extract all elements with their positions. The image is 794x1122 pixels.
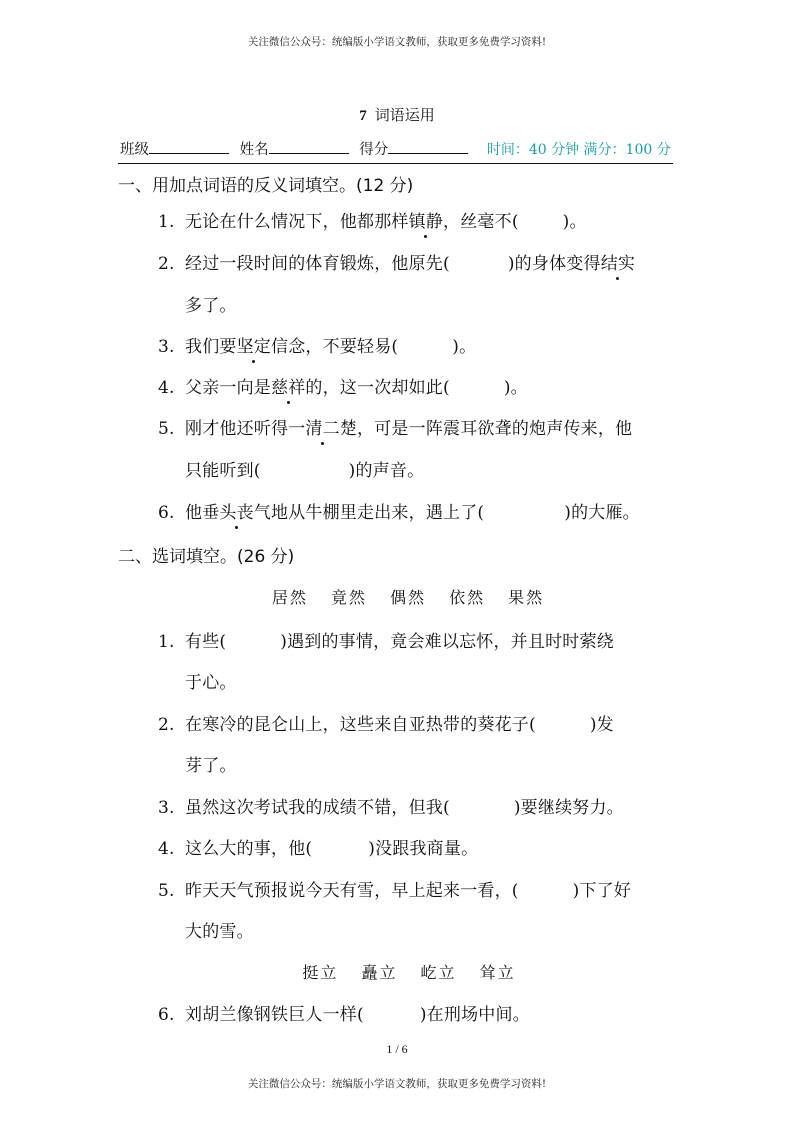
page-title	[0, 104, 794, 125]
question-text: )遇到的事情，竟会难以忘怀，并且时时萦绕	[280, 632, 614, 652]
question-number: 2.	[158, 254, 175, 274]
s2-question-2-cont: 芽了。	[185, 756, 237, 776]
time-score-info: 时间：40 分钟 满分：100 分	[486, 142, 671, 158]
s2-question-1	[158, 627, 614, 652]
question-number: 2.	[158, 715, 175, 735]
lesson-number: 7	[359, 108, 367, 124]
header-notice: 关注微信公众号：统编版小学语文教师，获取更多免费学习资料!	[247, 36, 547, 48]
s2-question-6	[158, 1000, 530, 1025]
question-text: 我们要	[185, 337, 237, 357]
question-number: 3.	[158, 798, 175, 818]
lesson-title: 词语运用	[374, 106, 435, 124]
question-text: 只能听到(	[185, 461, 261, 481]
s2-question-3	[158, 793, 624, 818]
question-number: 6.	[158, 503, 175, 523]
question-text: )下了好	[572, 881, 632, 901]
dotted-word: 垂头丧气	[202, 503, 272, 523]
question-text: 昨天天气预报说今天有雪，早上起来一看，(	[185, 881, 519, 901]
question-text: )在刑场中间。	[419, 1005, 530, 1025]
section1-heading: 一、用加点词语的反义词填空。(12 分)	[118, 176, 414, 196]
section2-heading: 二、选词填空。(26 分)	[118, 547, 295, 567]
question-text: 信念，不要轻易(	[271, 337, 399, 357]
s1-question-2	[158, 249, 635, 274]
s1-question-2-cont: 多了。	[185, 296, 237, 316]
question-text: 这么大的事，他(	[185, 839, 313, 859]
question-text: 无论在什么情况下，他都那样	[185, 212, 409, 232]
class-blank[interactable]	[149, 153, 229, 154]
question-text: 父亲一向是	[185, 378, 271, 398]
question-text: )的声音。	[348, 461, 425, 481]
question-text: 的，这一次却如此(	[305, 378, 450, 398]
question-text: ，可是一阵震耳欲聋的炮声传来，他	[357, 419, 633, 439]
s1-question-3	[158, 332, 476, 357]
name-blank[interactable]	[269, 153, 349, 154]
question-text: )。	[503, 378, 528, 398]
s2-question-4	[158, 834, 478, 859]
dotted-word: 一清二楚	[288, 419, 358, 439]
s2-question-5-cont: 大的雪。	[185, 922, 254, 942]
question-text: )的大雁。	[564, 503, 640, 523]
s2-question-5	[158, 876, 631, 901]
question-text: )要继续努力。	[513, 798, 624, 818]
question-text: )的身体变得	[507, 254, 601, 274]
name-label: 姓名	[239, 142, 269, 158]
question-text: 虽然这次考试我的成绩不错，但我(	[185, 798, 450, 818]
header-rule	[118, 163, 673, 164]
question-text: 刘胡兰像钢铁巨人一样(	[185, 1005, 364, 1025]
class-label: 班级	[120, 142, 149, 158]
student-info-row	[120, 138, 671, 159]
question-text: 刚才他还听得	[185, 419, 289, 439]
question-text: )。	[562, 212, 587, 232]
word-bank-2: 挺立 矗立 屹立 耸立	[302, 963, 516, 982]
footer-notice: 关注微信公众号：统编版小学语文教师，获取更多免费学习资料!	[247, 1078, 547, 1090]
question-number: 1.	[158, 632, 175, 652]
s1-question-5	[158, 414, 632, 439]
dotted-word: 慈祥	[271, 378, 306, 398]
question-text: 地从牛棚里走出来，遇上了(	[271, 503, 485, 523]
question-text: )没跟我商量。	[368, 839, 479, 859]
question-number: 5.	[158, 419, 175, 439]
page-number: 1 / 6	[386, 1042, 408, 1056]
question-text: 经过一段时间的体育锻炼，他原先(	[185, 254, 450, 274]
s1-question-4	[158, 373, 528, 398]
word-bank-1: 居然 竟然 偶然 依然 果然	[271, 588, 545, 607]
s2-question-2	[158, 710, 614, 735]
question-text: 他	[185, 503, 203, 523]
question-text: )。	[452, 337, 477, 357]
question-text: )发	[589, 715, 614, 735]
dotted-word: 结实	[600, 254, 636, 274]
question-text: 在寒冷的昆仑山上，这些来自亚热带的葵花子(	[185, 715, 536, 735]
s1-question-6	[158, 498, 640, 523]
question-number: 6.	[158, 1005, 175, 1025]
dotted-word: 镇静	[408, 212, 444, 232]
question-number: 4.	[158, 839, 175, 859]
s1-question-1	[158, 207, 587, 232]
s2-question-1-cont: 于心。	[185, 673, 237, 693]
score-label: 得分	[359, 142, 389, 158]
s1-question-5-cont	[185, 456, 424, 481]
question-number: 1.	[158, 212, 175, 232]
question-number: 5.	[158, 881, 175, 901]
question-text: ，丝毫不(	[443, 212, 519, 232]
dotted-word: 坚定	[236, 337, 272, 357]
question-number: 3.	[158, 337, 175, 357]
question-number: 4.	[158, 378, 175, 398]
score-blank[interactable]	[388, 153, 468, 154]
question-text: 有些(	[185, 632, 227, 652]
